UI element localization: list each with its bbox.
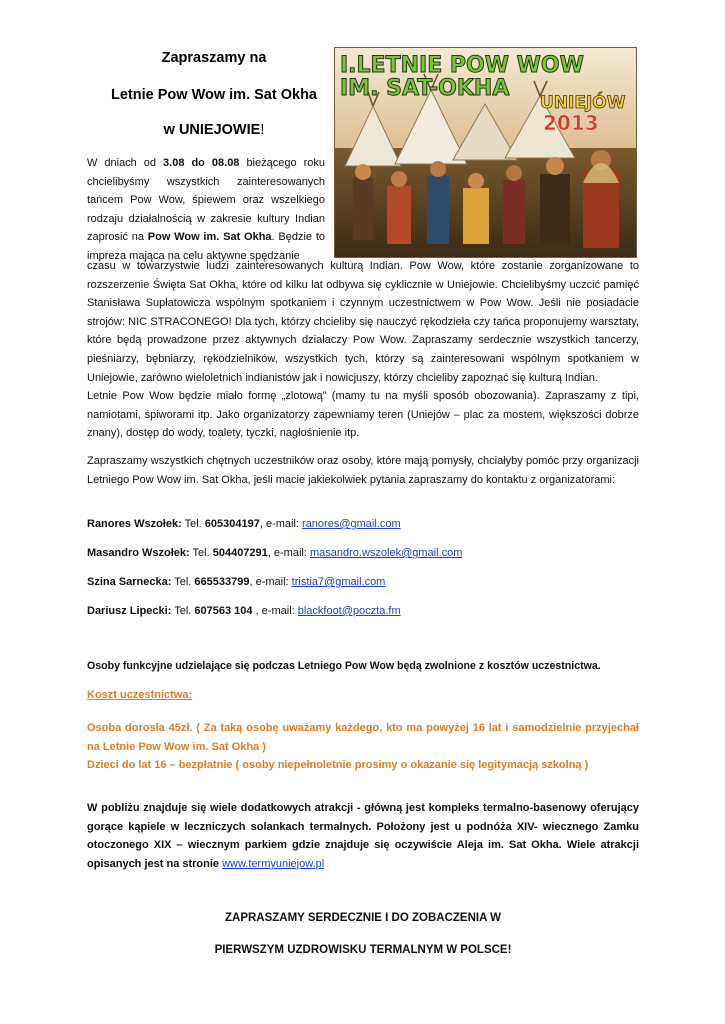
heading-line-1: Zapraszamy na [161,50,267,66]
attractions-paragraph [87,799,639,873]
contact-tel-label: Tel. [171,576,195,588]
website-link[interactable]: www.termyuniejow.pl [222,857,325,870]
contact-email-link[interactable]: ranores@gmail.com [302,518,401,530]
contact-item [87,602,639,620]
contact-tel-label: Tel. [171,605,195,617]
poster-place: UNIEJÓW [540,93,626,113]
intro-text-2: bieżącego roku chcielibyśmy wszystkich zainteresowanych tańcem Pow Wow, śpiewem oraz wszelkiego rodzaju działalnością w zakresie kultury Indian zaprosić na [87,157,325,244]
contact-item [87,544,639,562]
contact-phone: 665533799 [194,576,250,588]
contact-item [87,573,639,591]
event-poster [334,47,637,258]
heading-exclamation: ! [260,122,265,138]
contact-name: Ranores Wszołek: [87,518,182,530]
heading-line-2: Letnie Pow Wow im. Sat Okha [111,87,317,103]
contact-phone: 504407291 [212,547,268,559]
functional-note: Osoby funkcyjne udzielające się podczas Letniego Pow Wow będą zwolnione z kosztów uczestnictwa. [87,660,601,672]
contact-email-link[interactable]: blackfoot@poczta.fm [297,605,401,617]
contact-email-link[interactable]: masandro.wszolek@gmail.com [309,547,463,559]
contact-name: Szina Sarnecka: [87,576,172,588]
closing-line-1: ZAPRASZAMY SERDECZNIE I DO ZOBACZENIA W [224,912,501,924]
intro-dates: 3.08 do 08.08 [163,157,240,169]
fees-label: Koszt uczestnictwa: [87,689,193,701]
contact-tel-label: Tel. [189,547,213,559]
fee-adult: Osoba dorosła 45zł. ( Za taką osobę uważamy każdego, kto ma powyżej 16 lat i samodzielnie przyjechał na Letnie Pow Wow im. Sat Okha ) [87,722,639,753]
contact-tel-label: Tel. [181,518,205,530]
poster-image [335,48,636,257]
poster-year: 2013 [543,111,599,135]
invitation-paragraph: Zapraszamy wszystkich chętnych uczestników oraz osoby, które mają pomysły, chciałyby pomóc przy organizacji Letniego Pow Wow im. Sat Okha, jeśli macie jakiekolwiek pytania zapraszamy do kontaktu z organizatorami: [87,455,639,486]
contact-phone: 607563 104 [194,605,253,617]
contact-name: Dariusz Lipecki: [87,605,172,617]
closing-line-2: PIERWSZYM UZDROWISKU TERMALNYM W POLSCE! [214,944,512,956]
contact-name: Masandro Wszołek: [87,547,190,559]
attractions-text: W pobliżu znajduje się wiele dodatkowych atrakcji - główną jest kompleks termalno-basenowy oferujący gorące kąpiele w leczniczych solankach termalnych. Położony jest u podnóża XIV- wiecznego Zamku otoczonego XIX – wiecznym parkiem gdzie znajduje się oczywiście Aleja im. Sat Okha. Wiele atrakcji opisanych jest na stronie [87,802,639,870]
fee-child: Dzieci do lat 16 – bezpłatnie ( osoby niepełnoletnie prosimy o okazanie się legitymacją szkolną ) [87,759,589,771]
camping-paragraph: Letnie Pow Wow będzie miało formę „zlotową” (mamy tu na myśli sposób obozowania). Zapraszamy z tipi, namiotami, śpiworami itp. Jako organizatorzy zapewniamy teren (Uniejów – plac za mostem, większości dobrze znany), dostęp do wody, toalety, tyczki, nagłośnienie itp. [87,390,639,440]
heading-line-3 [80,122,348,138]
intro-text-3: . Będzie to impreza mająca na celu aktywne spędzanie [87,231,325,262]
contact-email-link[interactable]: tristia7@gmail.com [291,576,386,588]
intro-paragraph-top [87,154,325,266]
intro-paragraph-rest: czasu w towarzystwie ludzi zainteresowanych kulturą Indian. Pow Wow, które zostanie zorganizowane to rozszerzenie Święta Sat Okha, które od kilku lat odbywa się cyklicznie w Uniejowie. Chcielibyśmy uczcić pamięć Stanisława Supłatowicza wspólnym spotkaniem i czynnym uczestnictwem w Pow Wow. Jeśli nie posiadacie strojów: NIC STRACONEGO! Dla tych, którzy chcieliby się nauczyć rękodzieła czy tańca proponujemy warsztaty, które będą prowadzone przez aktywnych działaczy Pow Wow. Zapraszamy serdecznie wszystkich tancerzy, pieśniarzy, bębniarzy, rękodzielników, wszystkich tych, którzy są zainteresowani wspólnym spotkaniem w Uniejowie, zarówno wieloletnich indianistów jak i nowicjuszy, którzy chcieliby zapoznać się kulturą Indian. [87,260,639,384]
heading-place: w UNIEJOWIE [163,122,261,138]
contact-mail-label: , e-mail: [267,547,310,559]
contact-mail-label: , e-mail: [249,576,292,588]
contact-phone: 605304197 [204,518,260,530]
poster-title-line-2: IM. SAT-OKHA [340,76,510,101]
contact-item [87,515,639,533]
contact-mail-label: , e-mail: [252,605,298,617]
intro-event-name: Pow Wow im. Sat Okha [147,231,272,244]
contact-mail-label: , e-mail: [259,518,303,530]
intro-text-1: W dniach od [87,157,164,169]
poster-title-line-1: I.LETNIE POW WOW [340,53,584,78]
